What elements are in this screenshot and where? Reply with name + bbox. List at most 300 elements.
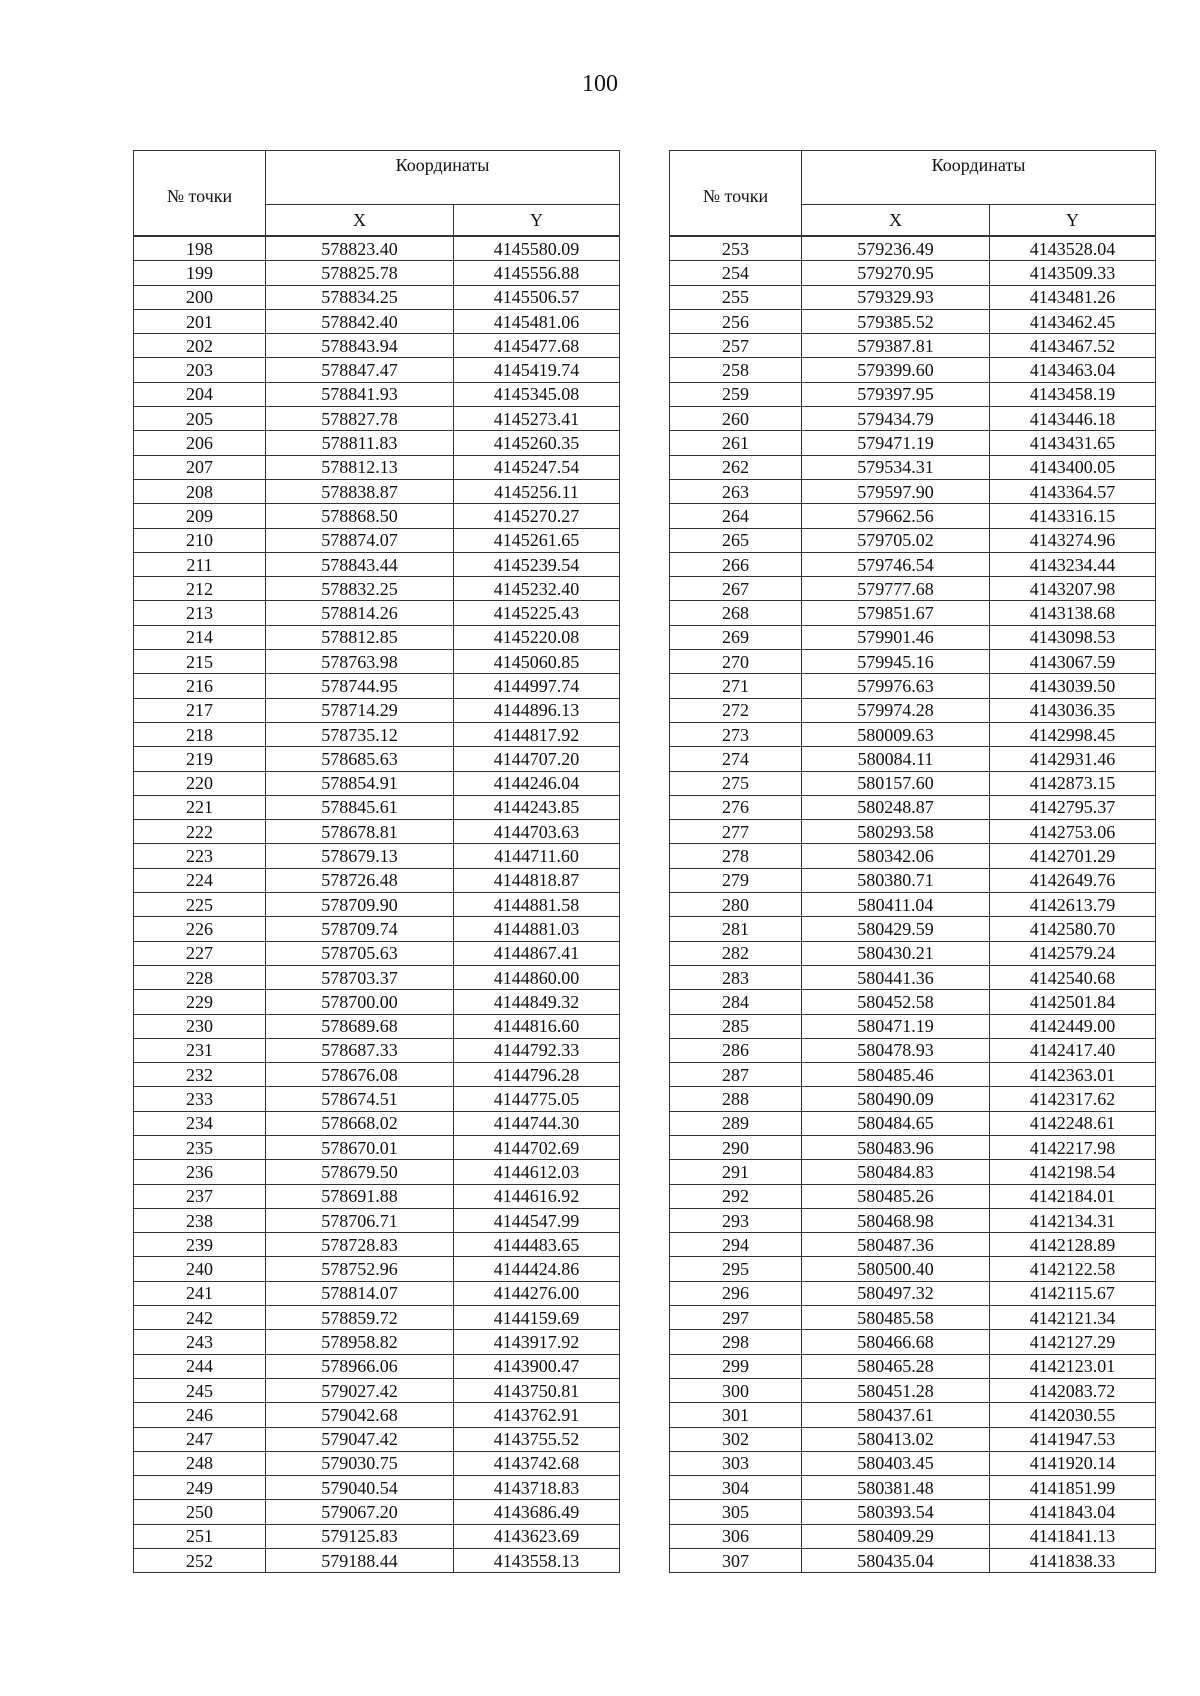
point-number-cell: 224 (134, 868, 266, 892)
table-row (670, 795, 1156, 819)
y-cell: 4143234.44 (990, 552, 1156, 576)
x-cell: 580380.71 (802, 868, 990, 892)
table-row (134, 820, 620, 844)
point-number-cell: 297 (670, 1306, 802, 1330)
point-number-cell: 222 (134, 820, 266, 844)
coordinates-header: Координаты (266, 151, 620, 205)
y-cell: 4142030.55 (990, 1403, 1156, 1427)
y-cell: 4142134.31 (990, 1208, 1156, 1232)
y-cell: 4144483.65 (454, 1233, 620, 1257)
y-cell: 4144711.60 (454, 844, 620, 868)
x-cell: 580441.36 (802, 965, 990, 989)
y-cell: 4144159.69 (454, 1306, 620, 1330)
y-cell: 4144707.20 (454, 747, 620, 771)
x-cell: 578714.29 (266, 698, 454, 722)
x-cell: 580403.45 (802, 1451, 990, 1475)
y-cell: 4144424.86 (454, 1257, 620, 1281)
table-row (134, 1233, 620, 1257)
x-cell: 580497.32 (802, 1281, 990, 1305)
x-cell: 579901.46 (802, 625, 990, 649)
table-row (134, 893, 620, 917)
y-cell: 4142217.98 (990, 1135, 1156, 1159)
table-row (670, 1378, 1156, 1402)
x-cell: 580429.59 (802, 917, 990, 941)
y-cell: 4143917.92 (454, 1330, 620, 1354)
point-number-cell: 235 (134, 1135, 266, 1159)
point-number-cell: 300 (670, 1378, 802, 1402)
y-cell: 4144881.03 (454, 917, 620, 941)
point-number-cell: 217 (134, 698, 266, 722)
x-cell: 578763.98 (266, 650, 454, 674)
point-number-cell: 208 (134, 479, 266, 503)
table-row (670, 455, 1156, 479)
table-row (670, 698, 1156, 722)
y-cell: 4144703.63 (454, 820, 620, 844)
x-cell: 579945.16 (802, 650, 990, 674)
x-cell: 578709.74 (266, 917, 454, 941)
point-number-cell: 260 (670, 407, 802, 431)
table-row (134, 1014, 620, 1038)
point-number-cell: 273 (670, 722, 802, 746)
y-cell: 4144997.74 (454, 674, 620, 698)
point-number-cell: 220 (134, 771, 266, 795)
y-header: Y (454, 205, 620, 236)
x-cell: 580452.58 (802, 990, 990, 1014)
table-row (134, 868, 620, 892)
table-row (134, 941, 620, 965)
table-row (670, 844, 1156, 868)
x-cell: 578703.37 (266, 965, 454, 989)
y-cell: 4143446.18 (990, 407, 1156, 431)
point-number-cell: 263 (670, 479, 802, 503)
table-row (134, 1354, 620, 1378)
table-row (134, 236, 620, 261)
table-row (134, 1451, 620, 1475)
x-cell: 579188.44 (266, 1549, 454, 1573)
x-cell: 579662.56 (802, 504, 990, 528)
table-row (134, 722, 620, 746)
point-number-cell: 228 (134, 965, 266, 989)
x-cell: 578691.88 (266, 1184, 454, 1208)
y-cell: 4145261.65 (454, 528, 620, 552)
point-number-cell: 272 (670, 698, 802, 722)
x-cell: 578812.13 (266, 455, 454, 479)
point-number-cell: 264 (670, 504, 802, 528)
point-number-cell: 274 (670, 747, 802, 771)
x-cell: 578685.63 (266, 747, 454, 771)
point-number-cell: 291 (670, 1160, 802, 1184)
y-cell: 4142121.34 (990, 1306, 1156, 1330)
x-cell: 579851.67 (802, 601, 990, 625)
x-cell: 580293.58 (802, 820, 990, 844)
y-cell: 4143481.26 (990, 285, 1156, 309)
y-cell: 4142873.15 (990, 771, 1156, 795)
table-row (670, 601, 1156, 625)
table-row (134, 504, 620, 528)
table-row (134, 1160, 620, 1184)
table-row (134, 1427, 620, 1451)
table-body (670, 236, 1156, 1573)
table-row (670, 309, 1156, 333)
point-number-cell: 214 (134, 625, 266, 649)
x-cell: 579067.20 (266, 1500, 454, 1524)
point-number-cell: 213 (134, 601, 266, 625)
point-number-cell: 238 (134, 1208, 266, 1232)
y-cell: 4142753.06 (990, 820, 1156, 844)
y-cell: 4142795.37 (990, 795, 1156, 819)
point-number-cell: 279 (670, 868, 802, 892)
y-cell: 4143364.57 (990, 479, 1156, 503)
y-cell: 4144612.03 (454, 1160, 620, 1184)
point-number-cell: 223 (134, 844, 266, 868)
x-cell: 579434.79 (802, 407, 990, 431)
x-cell: 578744.95 (266, 674, 454, 698)
table-row (670, 236, 1156, 261)
point-number-cell: 302 (670, 1427, 802, 1451)
table-row (134, 1281, 620, 1305)
y-cell: 4143431.65 (990, 431, 1156, 455)
point-number-cell: 201 (134, 309, 266, 333)
x-cell: 580485.46 (802, 1063, 990, 1087)
table-row (670, 1087, 1156, 1111)
point-number-cell: 200 (134, 285, 266, 309)
x-cell: 580430.21 (802, 941, 990, 965)
point-number-cell: 283 (670, 965, 802, 989)
x-cell: 579042.68 (266, 1403, 454, 1427)
x-cell: 580393.54 (802, 1500, 990, 1524)
table-row (134, 479, 620, 503)
y-cell: 4145580.09 (454, 236, 620, 261)
y-cell: 4142649.76 (990, 868, 1156, 892)
table-row (670, 334, 1156, 358)
table-row (134, 844, 620, 868)
point-number-cell: 265 (670, 528, 802, 552)
table-row (670, 917, 1156, 941)
table-row (134, 698, 620, 722)
y-cell: 4143623.69 (454, 1524, 620, 1548)
point-number-cell: 240 (134, 1257, 266, 1281)
table-row (670, 1354, 1156, 1378)
y-cell: 4142579.24 (990, 941, 1156, 965)
point-number-cell: 267 (670, 577, 802, 601)
y-cell: 4143274.96 (990, 528, 1156, 552)
table-row (134, 650, 620, 674)
y-cell: 4143400.05 (990, 455, 1156, 479)
x-cell: 578700.00 (266, 990, 454, 1014)
x-cell: 579030.75 (266, 1451, 454, 1475)
x-cell: 579534.31 (802, 455, 990, 479)
coordinates-table-left (133, 150, 620, 1573)
x-cell: 580437.61 (802, 1403, 990, 1427)
x-cell: 580485.58 (802, 1306, 990, 1330)
x-cell: 578678.81 (266, 820, 454, 844)
point-number-cell: 299 (670, 1354, 802, 1378)
y-cell: 4142128.89 (990, 1233, 1156, 1257)
point-number-cell: 237 (134, 1184, 266, 1208)
y-cell: 4144744.30 (454, 1111, 620, 1135)
point-number-cell: 285 (670, 1014, 802, 1038)
y-cell: 4143718.83 (454, 1476, 620, 1500)
point-number-cell: 231 (134, 1038, 266, 1062)
point-number-cell: 212 (134, 577, 266, 601)
table-row (134, 1038, 620, 1062)
table-row (134, 917, 620, 941)
table-row (670, 893, 1156, 917)
y-cell: 4142184.01 (990, 1184, 1156, 1208)
table-row (670, 431, 1156, 455)
point-number-cell: 306 (670, 1524, 802, 1548)
point-number-cell: 275 (670, 771, 802, 795)
table-row (670, 1403, 1156, 1427)
x-cell: 580478.93 (802, 1038, 990, 1062)
table-row (670, 1330, 1156, 1354)
y-cell: 4144547.99 (454, 1208, 620, 1232)
point-number-cell: 304 (670, 1476, 802, 1500)
point-number-cell: 295 (670, 1257, 802, 1281)
table-row (134, 261, 620, 285)
x-cell: 579974.28 (802, 698, 990, 722)
y-cell: 4144817.92 (454, 722, 620, 746)
point-number-cell: 253 (670, 236, 802, 261)
table-row (670, 1063, 1156, 1087)
table-row (670, 1111, 1156, 1135)
x-cell: 580466.68 (802, 1330, 990, 1354)
table-row (670, 1306, 1156, 1330)
table-row (670, 1549, 1156, 1573)
x-cell: 580157.60 (802, 771, 990, 795)
x-cell: 580485.26 (802, 1184, 990, 1208)
point-number-cell: 255 (670, 285, 802, 309)
y-cell: 4142998.45 (990, 722, 1156, 746)
x-cell: 578868.50 (266, 504, 454, 528)
page-number: 100 (582, 71, 618, 97)
x-cell: 580500.40 (802, 1257, 990, 1281)
y-cell: 4143750.81 (454, 1378, 620, 1402)
point-number-cell: 204 (134, 382, 266, 406)
y-cell: 4143067.59 (990, 650, 1156, 674)
y-cell: 4144818.87 (454, 868, 620, 892)
table-row (670, 358, 1156, 382)
table-row (670, 1476, 1156, 1500)
y-cell: 4145477.68 (454, 334, 620, 358)
table-row (670, 650, 1156, 674)
y-cell: 4141843.04 (990, 1500, 1156, 1524)
table-row (670, 868, 1156, 892)
point-number-cell: 280 (670, 893, 802, 917)
y-cell: 4144849.32 (454, 990, 620, 1014)
y-cell: 4144867.41 (454, 941, 620, 965)
table-row (134, 625, 620, 649)
y-cell: 4142580.70 (990, 917, 1156, 941)
point-number-cell: 270 (670, 650, 802, 674)
table-row (134, 552, 620, 576)
x-cell: 580484.65 (802, 1111, 990, 1135)
table-row (670, 504, 1156, 528)
table-row (134, 1524, 620, 1548)
point-number-cell: 246 (134, 1403, 266, 1427)
y-cell: 4142501.84 (990, 990, 1156, 1014)
x-cell: 578812.85 (266, 625, 454, 649)
y-cell: 4141841.13 (990, 1524, 1156, 1548)
point-number-cell: 281 (670, 917, 802, 941)
x-cell: 578674.51 (266, 1087, 454, 1111)
y-cell: 4143036.35 (990, 698, 1156, 722)
point-number-cell: 277 (670, 820, 802, 844)
table-row (134, 1063, 620, 1087)
x-cell: 578676.08 (266, 1063, 454, 1087)
y-cell: 4144796.28 (454, 1063, 620, 1087)
y-cell: 4141947.53 (990, 1427, 1156, 1451)
table-row (134, 358, 620, 382)
x-cell: 578668.02 (266, 1111, 454, 1135)
point-number-cell: 248 (134, 1451, 266, 1475)
y-cell: 4141920.14 (990, 1451, 1156, 1475)
x-cell: 579125.83 (266, 1524, 454, 1548)
x-cell: 579976.63 (802, 674, 990, 698)
point-number-cell: 276 (670, 795, 802, 819)
table-row (670, 1233, 1156, 1257)
x-cell: 578706.71 (266, 1208, 454, 1232)
x-cell: 578670.01 (266, 1135, 454, 1159)
table-row (670, 1208, 1156, 1232)
y-cell: 4142127.29 (990, 1330, 1156, 1354)
x-cell: 580468.98 (802, 1208, 990, 1232)
table-row (134, 528, 620, 552)
x-cell: 579385.52 (802, 309, 990, 333)
point-number-cell: 262 (670, 455, 802, 479)
y-cell: 4142198.54 (990, 1160, 1156, 1184)
x-cell: 579329.93 (802, 285, 990, 309)
x-cell: 578825.78 (266, 261, 454, 285)
table-row (670, 674, 1156, 698)
point-number-cell: 288 (670, 1087, 802, 1111)
y-cell: 4144702.69 (454, 1135, 620, 1159)
x-cell: 578843.94 (266, 334, 454, 358)
point-number-cell: 266 (670, 552, 802, 576)
x-cell: 580490.09 (802, 1087, 990, 1111)
y-cell: 4143900.47 (454, 1354, 620, 1378)
y-cell: 4143467.52 (990, 334, 1156, 358)
point-number-cell: 233 (134, 1087, 266, 1111)
y-cell: 4145556.88 (454, 261, 620, 285)
table-row (670, 1451, 1156, 1475)
y-cell: 4145225.43 (454, 601, 620, 625)
x-cell: 579399.60 (802, 358, 990, 382)
table-row (670, 1184, 1156, 1208)
y-cell: 4144616.92 (454, 1184, 620, 1208)
coordinates-header: Координаты (802, 151, 1156, 205)
point-number-cell: 199 (134, 261, 266, 285)
y-cell: 4145256.11 (454, 479, 620, 503)
y-cell: 4143316.15 (990, 504, 1156, 528)
table-row (134, 747, 620, 771)
point-number-header: № точки (670, 151, 802, 237)
x-cell: 579705.02 (802, 528, 990, 552)
table-row (670, 261, 1156, 285)
x-cell: 580413.02 (802, 1427, 990, 1451)
x-cell: 578859.72 (266, 1306, 454, 1330)
table-row (670, 1524, 1156, 1548)
y-cell: 4145220.08 (454, 625, 620, 649)
y-cell: 4141838.33 (990, 1549, 1156, 1573)
y-cell: 4145506.57 (454, 285, 620, 309)
x-cell: 580451.28 (802, 1378, 990, 1402)
point-number-cell: 245 (134, 1378, 266, 1402)
point-number-cell: 257 (670, 334, 802, 358)
point-number-cell: 254 (670, 261, 802, 285)
point-number-cell: 278 (670, 844, 802, 868)
point-number-cell: 242 (134, 1306, 266, 1330)
coordinates-table-right (669, 150, 1156, 1573)
x-cell: 579777.68 (802, 577, 990, 601)
x-cell: 578709.90 (266, 893, 454, 917)
table-row (670, 407, 1156, 431)
point-number-cell: 221 (134, 795, 266, 819)
x-cell: 580487.36 (802, 1233, 990, 1257)
point-number-cell: 292 (670, 1184, 802, 1208)
point-number-cell: 287 (670, 1063, 802, 1087)
point-number-cell: 218 (134, 722, 266, 746)
y-cell: 4142613.79 (990, 893, 1156, 917)
table-row (134, 1549, 620, 1573)
y-cell: 4143528.04 (990, 236, 1156, 261)
x-cell: 578854.91 (266, 771, 454, 795)
x-cell: 578827.78 (266, 407, 454, 431)
y-cell: 4143039.50 (990, 674, 1156, 698)
x-cell: 580409.29 (802, 1524, 990, 1548)
point-number-cell: 252 (134, 1549, 266, 1573)
point-number-cell: 234 (134, 1111, 266, 1135)
point-number-cell: 207 (134, 455, 266, 479)
point-number-cell: 261 (670, 431, 802, 455)
table-row (134, 771, 620, 795)
x-cell: 579397.95 (802, 382, 990, 406)
table-row (670, 382, 1156, 406)
y-cell: 4143458.19 (990, 382, 1156, 406)
point-number-cell: 232 (134, 1063, 266, 1087)
x-cell: 579471.19 (802, 431, 990, 455)
y-cell: 4143463.04 (990, 358, 1156, 382)
point-number-cell: 225 (134, 893, 266, 917)
point-number-cell: 211 (134, 552, 266, 576)
point-number-cell: 298 (670, 1330, 802, 1354)
table-row (134, 965, 620, 989)
x-cell: 578832.25 (266, 577, 454, 601)
point-number-cell: 244 (134, 1354, 266, 1378)
y-cell: 4143755.52 (454, 1427, 620, 1451)
x-cell: 579387.81 (802, 334, 990, 358)
point-number-cell: 268 (670, 601, 802, 625)
table-row (670, 1500, 1156, 1524)
y-cell: 4145060.85 (454, 650, 620, 674)
x-header: X (802, 205, 990, 236)
table-row (134, 1087, 620, 1111)
y-cell: 4143742.68 (454, 1451, 620, 1475)
x-cell: 578811.83 (266, 431, 454, 455)
y-cell: 4144881.58 (454, 893, 620, 917)
y-cell: 4142317.62 (990, 1087, 1156, 1111)
y-cell: 4145247.54 (454, 455, 620, 479)
y-cell: 4144276.00 (454, 1281, 620, 1305)
table-row (134, 674, 620, 698)
x-cell: 580248.87 (802, 795, 990, 819)
table-row (134, 285, 620, 309)
table-row (134, 1330, 620, 1354)
table-row (670, 528, 1156, 552)
x-cell: 578966.06 (266, 1354, 454, 1378)
x-cell: 578726.48 (266, 868, 454, 892)
x-cell: 580009.63 (802, 722, 990, 746)
